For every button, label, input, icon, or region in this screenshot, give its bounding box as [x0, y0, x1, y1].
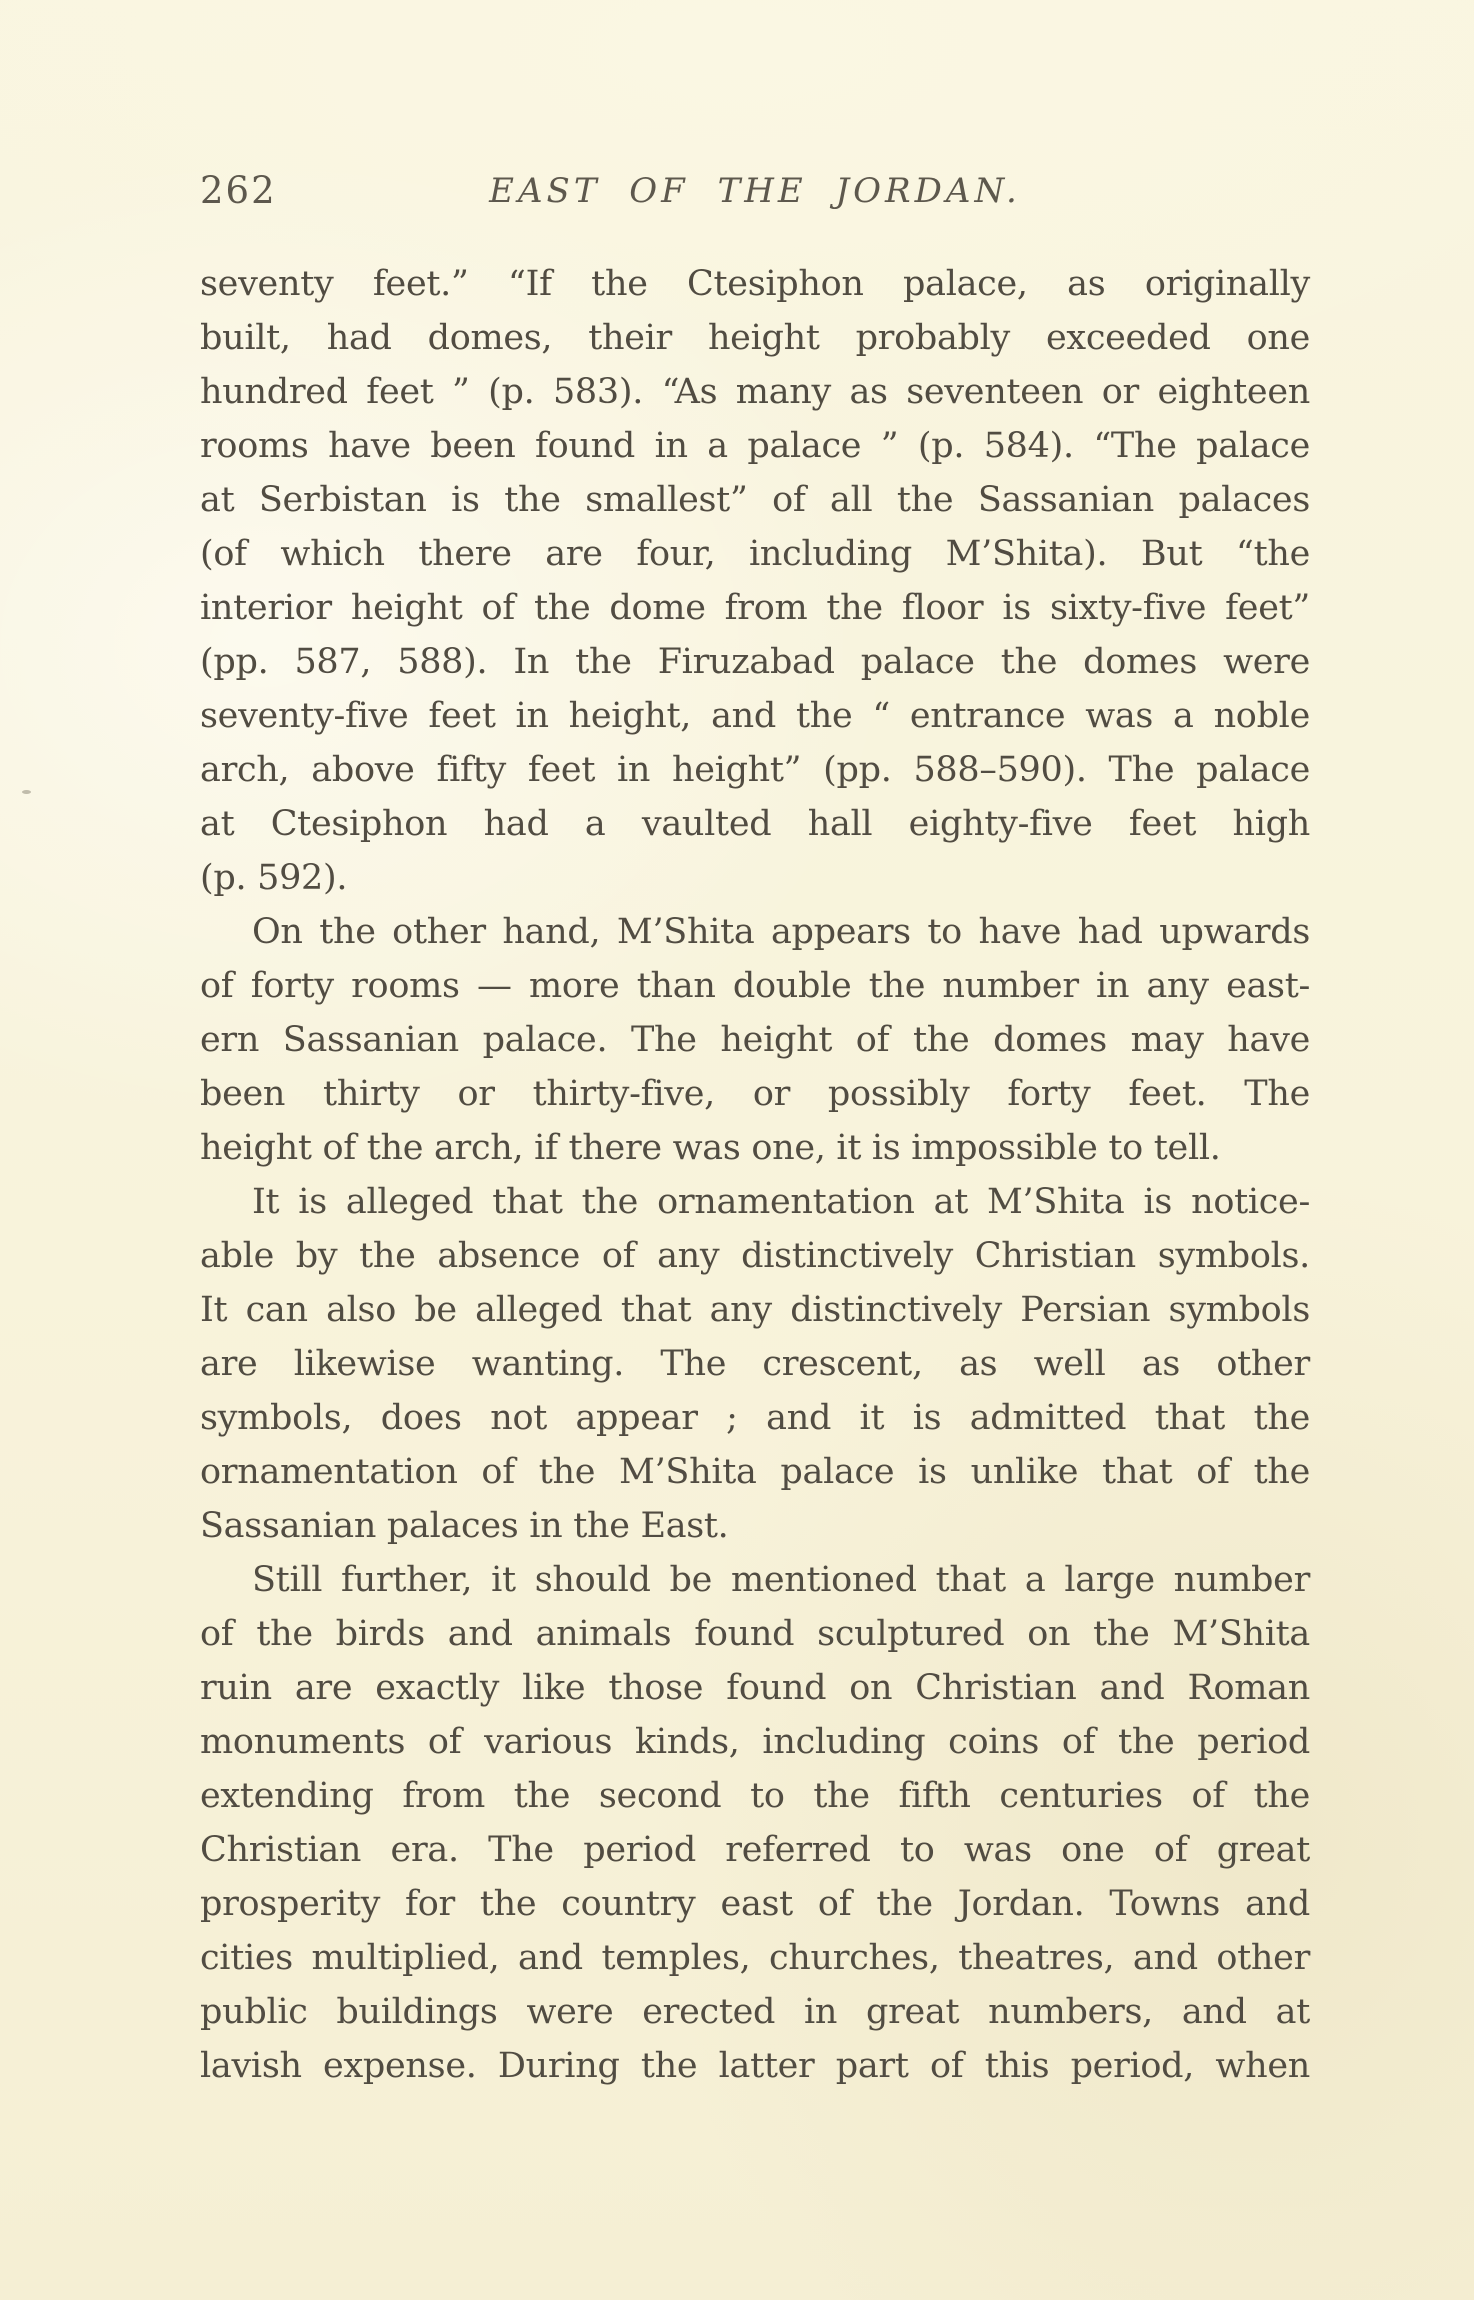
- text-line: It is alleged that the ornamentation at M’Shita is notice-: [252, 1182, 1310, 1222]
- text-line: prosperity for the country east of the Jordan. Towns and: [200, 1884, 1310, 1924]
- running-head: [200, 168, 1310, 214]
- text-line: of the birds and animals found sculptured on the M’Shita: [200, 1614, 1310, 1654]
- text-line: height of the arch, if there was one, it is impossible to tell.: [200, 1128, 1221, 1168]
- text-line: ornamentation of the M’Shita palace is unlike that of the: [200, 1452, 1310, 1492]
- text-line: cities multiplied, and temples, churches, theatres, and other: [200, 1938, 1310, 1978]
- text-line: rooms have been found in a palace ” (p. 584). “The palace: [200, 426, 1310, 466]
- text-line: able by the absence of any distinctively Christian symbols.: [200, 1236, 1310, 1276]
- text-line: interior height of the dome from the floor is sixty-five feet”: [200, 588, 1310, 628]
- text-line: On the other hand, M’Shita appears to have had upwards: [252, 912, 1310, 952]
- text-line: built, had domes, their height probably exceeded one: [200, 318, 1310, 358]
- text-line: seventy-five feet in height, and the “ entrance was a noble: [200, 696, 1310, 736]
- text-line: seventy feet.” “If the Ctesiphon palace, as originally: [200, 264, 1310, 304]
- text-line: monuments of various kinds, including coins of the period: [200, 1722, 1310, 1762]
- text-line: at Serbistan is the smallest” of all the Sassanian palaces: [200, 480, 1310, 520]
- text-line: It can also be alleged that any distinctively Persian symbols: [200, 1290, 1310, 1330]
- text-line: (of which there are four, including M’Shita). But “the: [200, 534, 1310, 574]
- text-line: hundred feet ” (p. 583). “As many as seventeen or eighteen: [200, 372, 1310, 412]
- text-column: [200, 257, 1310, 2093]
- text-line: Christian era. The period referred to was one of great: [200, 1830, 1310, 1870]
- text-line: (pp. 587, 588). In the Firuzabad palace the domes were: [200, 642, 1310, 682]
- text-line: Still further, it should be mentioned that a large number: [252, 1560, 1310, 1600]
- text-line: are likewise wanting. The crescent, as well as other: [200, 1344, 1310, 1384]
- text-line: extending from the second to the fifth centuries of the: [200, 1776, 1310, 1816]
- page-number: 262: [200, 169, 277, 212]
- text-line: at Ctesiphon had a vaulted hall eighty-five feet high: [200, 804, 1310, 844]
- text-line: lavish expense. During the latter part of this period, when: [200, 2046, 1310, 2086]
- text-line: public buildings were erected in great numbers, and at: [200, 1992, 1310, 2032]
- running-title: EAST OF THE JORDAN.: [489, 171, 1021, 211]
- text-line: of forty rooms — more than double the number in any east-: [200, 966, 1310, 1006]
- text-line: ern Sassanian palace. The height of the domes may have: [200, 1020, 1310, 1060]
- text-line: ruin are exactly like those found on Christian and Roman: [200, 1668, 1310, 1708]
- text-line: (p. 592).: [200, 858, 348, 898]
- text-line: Sassanian palaces in the East.: [200, 1506, 729, 1546]
- text-line: arch, above fifty feet in height” (pp. 588–590). The palace: [200, 750, 1310, 790]
- scan-speck: [22, 790, 31, 794]
- text-line: been thirty or thirty-five, or possibly forty feet. The: [200, 1074, 1310, 1114]
- text-line: symbols, does not appear ; and it is admitted that the: [200, 1398, 1310, 1438]
